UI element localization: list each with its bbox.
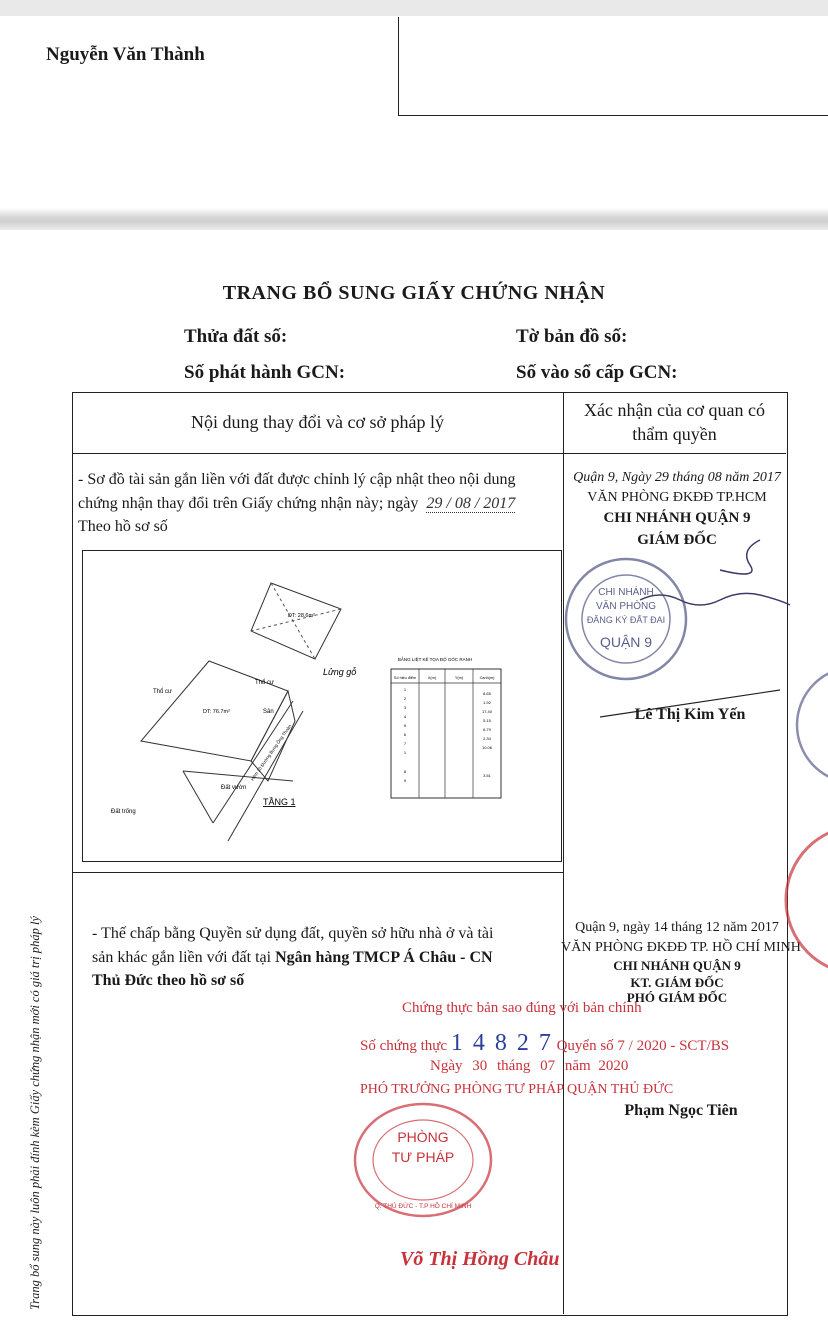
table-divider [563, 392, 564, 1314]
cert-ngay-label: Ngày [430, 1058, 463, 1074]
issue-number-label: Số phát hành GCN: [184, 362, 346, 383]
parcel-number-label: Thửa đất số: [184, 326, 288, 347]
justice-stamp-ring: Q. THỦ ĐỨC - T.P HỒ CHÍ MINH [374, 1203, 472, 1210]
edge-blue-stamp [785, 660, 828, 790]
coord-header: Số hiệu điểm [393, 676, 417, 680]
lung-go-label: Lửng gỗ [323, 667, 357, 677]
coord-header: X(m) [427, 676, 437, 680]
entry1-line3: Theo hồ sơ số [78, 518, 168, 535]
entry1-date-fill: 29 / 08 / 2017 [426, 495, 516, 512]
coord-point: 1 [403, 687, 407, 692]
page-title: TRANG BỔ SUNG GIẤY CHỨNG NHẬN [222, 282, 606, 304]
entry1-signer: Lê Thị Kim Yến [634, 706, 746, 723]
coord-header: Cạnh(m) [479, 676, 495, 680]
entry2-confirm-branch: CHI NHÁNH QUẬN 9 [613, 958, 741, 973]
dat-vuon-label: Đất vườn [221, 785, 247, 791]
cert-line2 [360, 1030, 729, 1057]
justice-stamp [350, 1100, 496, 1220]
cert-ngay-value: 30 [472, 1058, 488, 1074]
coord-length: 6.79 [483, 727, 491, 732]
tho-cu-1: Thổ cư [153, 689, 173, 695]
coord-point: 6 [403, 732, 407, 737]
entry1-confirm-role: GIÁM ĐỐC [637, 532, 717, 548]
coord-length: 17.40 [481, 709, 493, 714]
cert-nam-label: năm [564, 1058, 591, 1074]
entry2-confirm-date: Quận 9, ngày 14 tháng 12 năm 2017 [575, 920, 779, 935]
table-header-line [72, 453, 786, 454]
hem-label: Hẻm 10 Đường Bưng Ông Thoàn [249, 723, 293, 782]
top-strip [0, 0, 828, 16]
stamp-line1: CHI NHÁNH [598, 587, 654, 598]
entry2-line3: Thủ Đức theo hồ sơ số [92, 972, 245, 989]
cert-line1: Chứng thực bản sao đúng với bản chính [402, 1000, 642, 1016]
coord-point: 7 [403, 741, 407, 746]
coord-table-frame [391, 669, 501, 798]
coord-length: 10.06 [481, 745, 493, 750]
entry2-confirm-kt: KT. GIÁM ĐỐC [630, 975, 724, 990]
stamp-line3: ĐĂNG KÝ ĐẤT ĐAI [586, 615, 666, 625]
table-row-line [72, 872, 563, 873]
cert-thang-label: tháng [497, 1058, 531, 1074]
cert-line3 [430, 1058, 632, 1075]
coord-length: 5.15 [483, 718, 491, 723]
cert-so-value: 1 4 8 2 7 [450, 1030, 553, 1056]
entry2-confirm-office: VĂN PHÒNG ĐKĐĐ TP. HỒ CHÍ MINH [561, 940, 801, 955]
coord-length: 8.65 [483, 691, 491, 696]
col2-header-2: thẩm quyền [632, 424, 717, 444]
entry2-line2b: Ngân hàng TMCP Á Châu - CN [275, 949, 493, 966]
cert-quyen-label: Quyển số [556, 1038, 614, 1054]
stamp-line4: QUẬN 9 [599, 634, 653, 650]
san-label: Sân [263, 709, 274, 715]
entry2-line1: - Thế chấp bằng Quyền sử dụng đất, quyền sở hữu nhà ở và tài [92, 925, 494, 942]
coord-point: 3 [403, 705, 407, 710]
coord-length: 2.34 [483, 736, 491, 741]
coord-table [391, 669, 501, 798]
col2-header-1: Xác nhận của cơ quan có [584, 400, 765, 420]
coord-point: 2 [403, 696, 407, 701]
floor-plan-diagram [82, 550, 562, 862]
coord-header: Y(m) [454, 676, 464, 680]
entry1-confirm-office: VĂN PHÒNG ĐKĐĐ TP.HCM [587, 490, 767, 505]
entry2-confirm-role: PHÓ GIÁM ĐỐC [626, 990, 728, 1005]
tho-cu-2: Thổ cư [255, 680, 275, 686]
coord-point: 1 [403, 750, 407, 755]
cert-office: PHÓ TRƯỞNG PHÒNG TƯ PHÁP QUẬN THỦ ĐỨC [360, 1082, 674, 1097]
entry1-confirm-branch: CHI NHÁNH QUẬN 9 [603, 510, 751, 526]
cert-so-label: Số chứng thực [360, 1038, 448, 1054]
cert-thang-value: 07 [540, 1058, 556, 1074]
coord-point: 9 [403, 778, 407, 783]
cert-signer: Võ Thị Hồng Châu [400, 1248, 560, 1270]
entry2-signer: Phạm Ngọc Tiên [624, 1102, 738, 1119]
side-note: Trang bổ sung này luôn phải đính kèm Giấy chứng nhận mới có giá trị pháp lý [28, 915, 42, 1310]
cert-quyen-value: 7 / 2020 - SCT/BS [617, 1038, 730, 1054]
entry1-line2-wrap [78, 492, 515, 515]
entry1-confirm-date: Quận 9, Ngày 29 tháng 08 năm 2017 [573, 470, 781, 485]
justice-stamp-l2: TƯ PHÁP [391, 1149, 455, 1165]
coord-point: 5 [403, 723, 407, 728]
previous-page-box [398, 17, 828, 116]
edge-red-stamp [780, 820, 828, 980]
coord-point: 4 [403, 714, 407, 719]
registry-number-label: Số vào sổ cấp GCN: [516, 362, 678, 383]
stamp-line2: VĂN PHÒNG [595, 601, 657, 612]
coord-table-title: BẢNG LIỆT KÊ TỌA ĐỘ GÓC RANH [397, 657, 473, 662]
map-sheet-label: Tờ bản đồ số: [516, 326, 628, 347]
entry1-line1: - Sơ đồ tài sản gắn liền với đất được chỉnh lý cập nhật theo nội dung [78, 471, 516, 488]
dat-trong-label: Đất trống [111, 809, 136, 815]
cert-nam-value: 2020 [598, 1058, 629, 1074]
coord-length: 1.92 [483, 700, 491, 705]
area-main: DT: 76.7m² [203, 709, 230, 715]
col1-header: Nội dung thay đổi và cơ sở pháp lý [190, 412, 444, 432]
entry2-line2-wrap [92, 946, 560, 969]
justice-stamp-l1: PHÒNG [397, 1129, 449, 1145]
entry2-line2a: sản khác gắn liền với đất tại [92, 949, 272, 966]
coord-length: 3.51 [483, 773, 491, 778]
owner-name: Nguyễn Văn Thành [46, 44, 205, 65]
area-top: DT: 28.6m² [288, 613, 315, 619]
entry1-line2: chứng nhận thay đổi trên Giấy chứng nhận này; ngày [78, 495, 419, 512]
page-gap [0, 208, 828, 230]
tang1-label: TẦNG 1 [263, 797, 296, 807]
coord-point: 8 [403, 769, 407, 774]
